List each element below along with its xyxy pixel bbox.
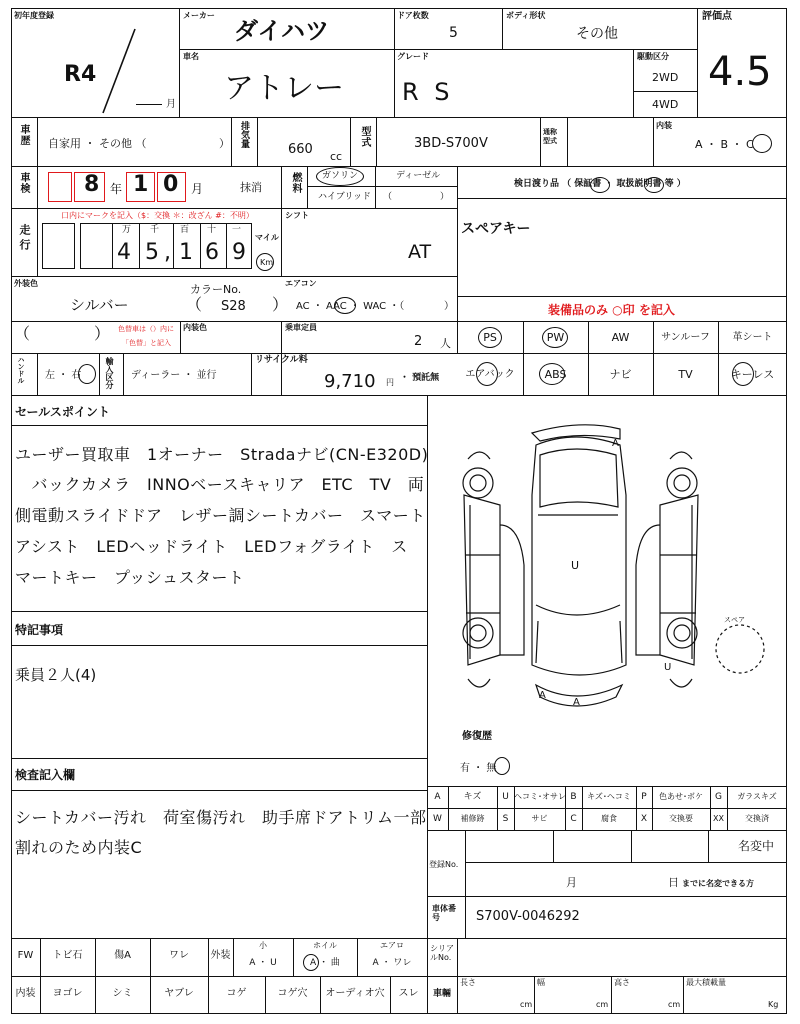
repair-label: 修復歴 <box>462 731 492 742</box>
bottom-shimi: シミ <box>112 988 133 999</box>
bottom-tobiishi: トビ石 <box>52 950 83 961</box>
chassis-label: 車体番号 <box>432 904 456 922</box>
color-change-close: ） <box>94 324 111 343</box>
equip-aw: AW <box>611 331 630 344</box>
history-value: 自家用 ・ その他 （ <box>48 137 147 150</box>
fuel-gasoline: ガソリン <box>322 171 359 181</box>
bottom-wheel-label: ホイル <box>313 941 337 950</box>
interior-grade-label: 内装 <box>656 121 672 130</box>
drive-label: 駆動区分 <box>637 52 669 61</box>
dimensions-load: 最大積載量 <box>686 978 726 987</box>
car-name-value: アトレー <box>224 71 344 106</box>
inspection-month-digit: 8 <box>84 172 100 197</box>
sales-line-5: マートキー プッシュスタート <box>15 568 245 587</box>
equip-ps-circle <box>478 327 502 348</box>
equip-airbag-circle <box>476 362 498 386</box>
spare-label: スペア <box>724 616 745 624</box>
bottom-sure: スレ <box>398 988 419 999</box>
equip-sunroof: サンルーフ <box>661 332 710 343</box>
displacement-unit: cc <box>330 150 343 163</box>
model-value: 3BD-S700V <box>414 136 488 151</box>
mileage-digit-5: 9 <box>232 240 246 265</box>
vehicle-damage-diagram <box>440 415 780 715</box>
score-label: 評価点 <box>702 11 732 22</box>
repair-value: 有 ・ 無 <box>460 763 497 774</box>
registration-deadline: までに名変できる方 <box>682 879 754 888</box>
legend-text-s: サビ <box>531 814 548 823</box>
inspection-label: 車検 <box>18 172 29 194</box>
mileage-digit-1: 4 <box>117 240 131 265</box>
mileage-km-circle <box>256 253 274 271</box>
first-reg-month-unit: 月 <box>166 99 176 110</box>
inspection-day-digit1: 1 <box>133 172 149 197</box>
inspection-erased: 抹消 <box>240 181 262 194</box>
exterior-color-label: 外装色 <box>14 279 38 288</box>
displacement-label: 排気量 <box>239 121 249 148</box>
interior-grade-circle <box>752 134 772 153</box>
registration-month: 月 <box>566 876 577 889</box>
mileage-digit-2: 5 <box>145 240 159 265</box>
aircon-aac-circle <box>334 297 356 314</box>
diagram-mark-4: A <box>573 697 580 708</box>
legend-code-c: C <box>570 814 577 824</box>
repair-none-circle <box>494 757 510 775</box>
equip-abs-circle <box>539 363 565 385</box>
displacement-value: 660 <box>288 142 313 157</box>
shift-label: シフト <box>285 211 309 220</box>
legend-text-g: ガラスキズ <box>737 792 777 801</box>
dimensions-width-unit: cm <box>596 1000 609 1009</box>
history-label: 車歴 <box>18 124 29 146</box>
grade-value: R S <box>402 78 454 106</box>
handle-value: 左 ・ 右 <box>45 370 82 381</box>
dimensions-height-unit: cm <box>668 1000 681 1009</box>
recycle-label: リサイクル料 <box>255 355 308 365</box>
car-name-label: 車名 <box>183 52 199 61</box>
equip-ps: PS <box>483 331 497 344</box>
registration-day: 日 <box>668 876 679 889</box>
fuel-other-close: ） <box>440 192 450 202</box>
doors-label: ドア枚数 <box>397 11 429 20</box>
legend-text-c: 腐食 <box>601 814 617 823</box>
color-change-note1: 色替車は（）内に <box>118 325 174 333</box>
recycle-unit: 円 <box>386 378 394 387</box>
legend-code-w: W <box>433 814 442 824</box>
bottom-ware: ワレ <box>169 950 189 961</box>
first-reg-slash <box>95 25 145 120</box>
legend-text-xx: 交換済 <box>745 814 769 823</box>
mileage-unit-man: 万 <box>122 225 132 235</box>
bottom-small-label: 小 <box>259 941 267 950</box>
dimensions-length: 長さ <box>460 978 476 987</box>
inspector-line-2: 割れのため内装C <box>15 838 143 857</box>
bottom-koge: コゲ <box>226 988 247 999</box>
mileage-digit-4: 6 <box>205 240 219 265</box>
body-shape-value: その他 <box>576 26 618 42</box>
bottom-yogore: ヨゴレ <box>52 988 83 999</box>
mileage-unit-hyaku: 百 <box>180 225 190 235</box>
fuel-label: 燃料 <box>290 172 301 194</box>
dimensions-length-unit: cm <box>520 1000 533 1009</box>
bottom-interior-label: 内装 <box>15 988 36 999</box>
equip-keyless-circle <box>732 362 754 386</box>
doors-value: 5 <box>449 25 458 41</box>
diagram-mark-3: A <box>539 690 546 701</box>
equip-tv: TV <box>678 368 693 381</box>
body-shape-label: ボディ形状 <box>506 11 546 20</box>
inspector-label: 検査記入欄 <box>15 768 76 782</box>
legend-text-u: ヘコミ･オサレ <box>514 792 566 801</box>
sales-line-1: ユーザー買取車 1オーナー Stradaナビ(CN-E320D) <box>15 445 429 464</box>
color-no-close: ） <box>272 295 289 314</box>
legend-text-b: キズ･ヘコミ <box>587 792 631 801</box>
fuel-gasoline-circle <box>316 167 364 186</box>
mileage-note: 口内にマークを記入（$：交換 ＊：改ざん #：不明） <box>61 211 254 220</box>
inspection-month-unit: 月 <box>191 182 204 196</box>
mileage-digit-3: 1 <box>179 240 193 265</box>
legend-text-p: 色あせ･ボケ <box>659 792 703 801</box>
bottom-audio-ana: オーディオ穴 <box>325 988 385 999</box>
documents-warranty-circle <box>590 177 610 193</box>
color-no-value: S28 <box>221 299 246 314</box>
bottom-wheel-value: A ・ 曲 <box>310 958 340 968</box>
shift-value: AT <box>408 241 432 263</box>
exterior-color-value: シルバー <box>70 296 129 314</box>
registration-label: 登録No. <box>429 860 459 869</box>
equip-pw-circle <box>542 327 568 348</box>
recycle-deposit: ・ 預託無 <box>400 373 440 383</box>
equip-leather: 革シート <box>732 332 773 343</box>
first-reg-month-line <box>136 104 162 105</box>
diagram-mark-2: U <box>571 559 580 572</box>
handle-label: ハンドル <box>17 356 25 384</box>
documents-manual-circle <box>644 177 664 193</box>
recycle-value: 9,710 <box>324 371 376 392</box>
handle-right-circle <box>78 364 96 384</box>
inspection-year-unit: 年 <box>110 182 123 196</box>
mileage-unit-juu: 十 <box>207 225 217 235</box>
color-change-open: （ <box>14 324 31 343</box>
bottom-wheel-circle <box>303 954 319 971</box>
legend-text-x: 交換要 <box>669 814 693 823</box>
drive-2wd: 2WD <box>652 71 679 84</box>
drive-4wd: 4WD <box>652 98 679 111</box>
bottom-exterior-label: 外装 <box>210 950 231 961</box>
equipment-title: 装備品のみ ○印 を記入 <box>548 303 675 317</box>
score-value: 4.5 <box>708 49 772 95</box>
interior-grade-value: A ・ B ・ C <box>695 138 754 151</box>
accessories-text: スペアキー <box>461 221 531 237</box>
bottom-aero-value: A ・ ワレ <box>372 958 412 968</box>
sales-line-3: 側電動スライドドア レザー調シートカバー スマート <box>15 506 426 525</box>
bottom-fw-label: FW <box>17 950 34 961</box>
legend-code-s: S <box>502 814 509 824</box>
diagram-mark-5: U <box>664 662 672 673</box>
special-notes-text: 乗員２人(4) <box>15 666 97 684</box>
documents-label: 検日渡り品 （ 保証書 ・ 取扱説明書 等 ） <box>514 179 686 189</box>
color-no-open: （ <box>186 295 203 314</box>
legend-text-w: 補修跡 <box>460 814 485 823</box>
mileage-unit-ichi: 一 <box>232 225 242 235</box>
first-reg-year: R4 <box>64 62 97 87</box>
sales-line-2: バックカメラ INNOベースキャリア ETC TV 両 <box>15 475 425 494</box>
dimensions-load-unit: Kg <box>768 1000 779 1009</box>
legend-code-g: G <box>715 792 722 802</box>
chassis-value: S700V-0046292 <box>476 909 580 924</box>
legend-code-a: A <box>434 792 441 802</box>
legend-text-a: キズ <box>463 792 482 802</box>
grade-label: グレード <box>397 52 429 61</box>
legend-code-u: U <box>502 792 509 802</box>
bottom-yabure: ヤブレ <box>164 988 194 999</box>
dimensions-height: 高さ <box>614 978 630 987</box>
model-label: 型式 <box>359 126 370 148</box>
aircon-close: ） <box>444 301 454 312</box>
diagram-mark-1: A <box>612 438 619 449</box>
common-model-label: 通称型式 <box>543 128 557 145</box>
fuel-diesel: ディーゼル <box>396 171 441 181</box>
name-change: 名変中 <box>738 839 775 853</box>
color-no-label: カラーNo. <box>190 283 242 296</box>
first-reg-label: 初年度登録 <box>14 11 54 20</box>
mileage-unit-sen: 千 <box>150 225 160 235</box>
legend-code-b: B <box>570 792 577 802</box>
bottom-koge-ana: コゲ穴 <box>277 988 308 999</box>
capacity-value: 2 <box>414 334 423 349</box>
inspection-box1 <box>48 172 72 202</box>
maker-value: ダイハツ <box>234 17 330 45</box>
aircon-value: AC ・ AAC ・ WAC ・（ <box>296 301 405 312</box>
sales-line-4: アシスト LEDヘッドライト LEDフォグライト ス <box>15 537 408 556</box>
dimensions-width: 幅 <box>537 978 545 987</box>
sales-points-label: セールスポイント <box>15 405 110 419</box>
mileage-comma: , <box>164 240 171 265</box>
equip-pw: PW <box>546 331 565 344</box>
dimensions-label: 車輛 <box>432 989 451 999</box>
legend-code-p: P <box>641 792 647 802</box>
aircon-label: エアコン <box>285 279 317 288</box>
history-close: ） <box>219 137 230 150</box>
bottom-kizu-a: 傷A <box>114 950 131 961</box>
import-value: ディーラー ・ 並行 <box>131 370 217 381</box>
special-notes-label: 特記事項 <box>15 623 64 637</box>
capacity-unit: 人 <box>440 337 451 350</box>
color-change-note2: 「色替」と記入 <box>122 339 171 347</box>
inspector-line-1: シートカバー汚れ 荷室傷汚れ 助手席ドアトリム一部 <box>15 808 427 827</box>
inspection-day-digit2: 0 <box>163 172 179 197</box>
mileage-unit-km: Km <box>260 258 274 267</box>
legend-code-xx: XX <box>713 814 724 823</box>
mileage-label: 走行 <box>18 224 31 254</box>
equip-navi: ナビ <box>609 368 632 381</box>
maker-label: メーカー <box>183 11 215 20</box>
serial-label: シリアルNo. <box>430 944 454 962</box>
bottom-small-value: A ・ U <box>249 958 277 968</box>
equip-airbag: エアバック <box>465 369 515 380</box>
import-label: 輸入区分 <box>105 357 114 389</box>
equip-abs: ABS <box>544 368 567 381</box>
equip-keyless: キーレス <box>730 368 775 381</box>
fuel-hybrid: ハイブリッド <box>318 192 372 202</box>
interior-color-label: 内装色 <box>183 323 207 332</box>
bottom-aero-label: エアロ <box>380 941 404 950</box>
mileage-unit-mile: マイル <box>255 233 279 242</box>
capacity-label: 乗車定員 <box>285 323 317 332</box>
fuel-other-open: （ <box>383 192 393 202</box>
legend-code-x: X <box>640 814 648 824</box>
mileage-box-0 <box>42 223 75 269</box>
